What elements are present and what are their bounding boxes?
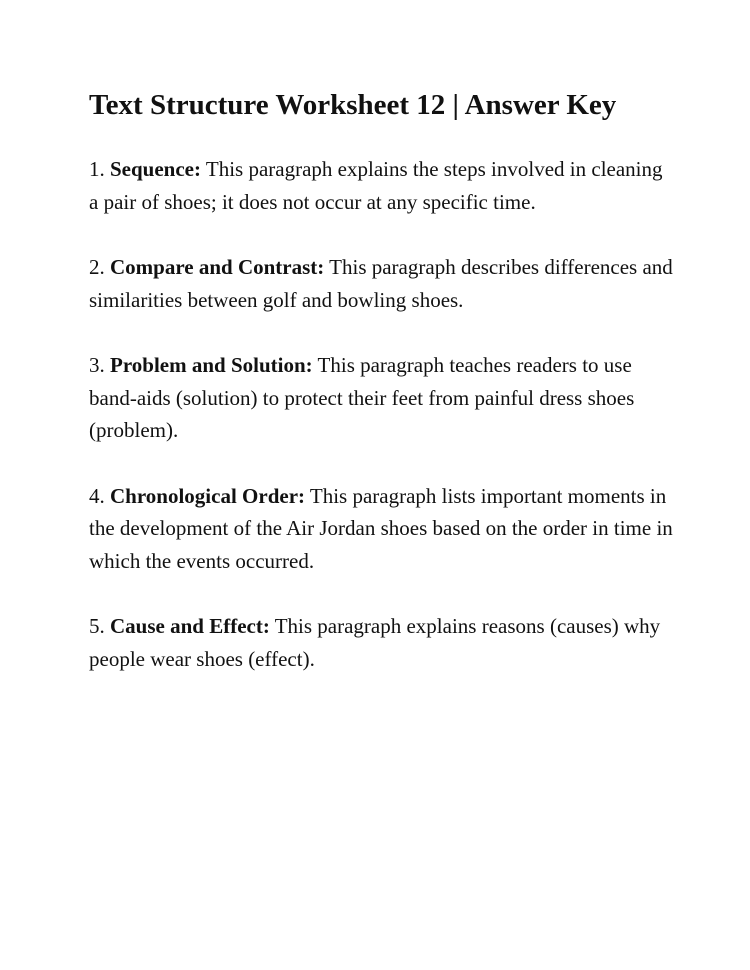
answer-text: This paragraph teaches readers to use band-aids (solution) to protect their feet from painful dress shoes (problem).	[89, 353, 635, 442]
answer-item-4	[89, 480, 674, 578]
answer-text: This paragraph lists important moments in the development of the Air Jordan shoes based on the order in time in which the events occurred.	[89, 483, 673, 573]
answer-number: 1.	[89, 157, 105, 181]
answer-label: Problem and Solution:	[110, 353, 313, 377]
answer-number: 2.	[89, 255, 105, 279]
answer-item-5	[89, 610, 674, 675]
answer-number: 5.	[89, 614, 105, 638]
answer-item-1	[89, 153, 674, 218]
answer-number: 4.	[89, 483, 105, 508]
answer-item-2	[89, 251, 674, 316]
answer-label: Sequence:	[110, 157, 201, 181]
answer-number: 3.	[89, 353, 105, 377]
answer-label: Compare and Contrast:	[110, 255, 325, 279]
answer-item-3	[89, 349, 674, 447]
answer-label: Cause and Effect:	[110, 614, 270, 638]
answer-text: This paragraph explains the steps involved in cleaning a pair of shoes; it does not occur at any specific time.	[89, 157, 663, 214]
answer-list	[89, 153, 674, 708]
page-title: Text Structure Worksheet 12 | Answer Key	[89, 89, 617, 121]
answer-text: This paragraph describes differences and similarities between golf and bowling shoes.	[89, 255, 673, 312]
answer-text: This paragraph explains reasons (causes) why people wear shoes (effect).	[89, 614, 661, 671]
answer-label: Chronological Order:	[110, 483, 306, 508]
